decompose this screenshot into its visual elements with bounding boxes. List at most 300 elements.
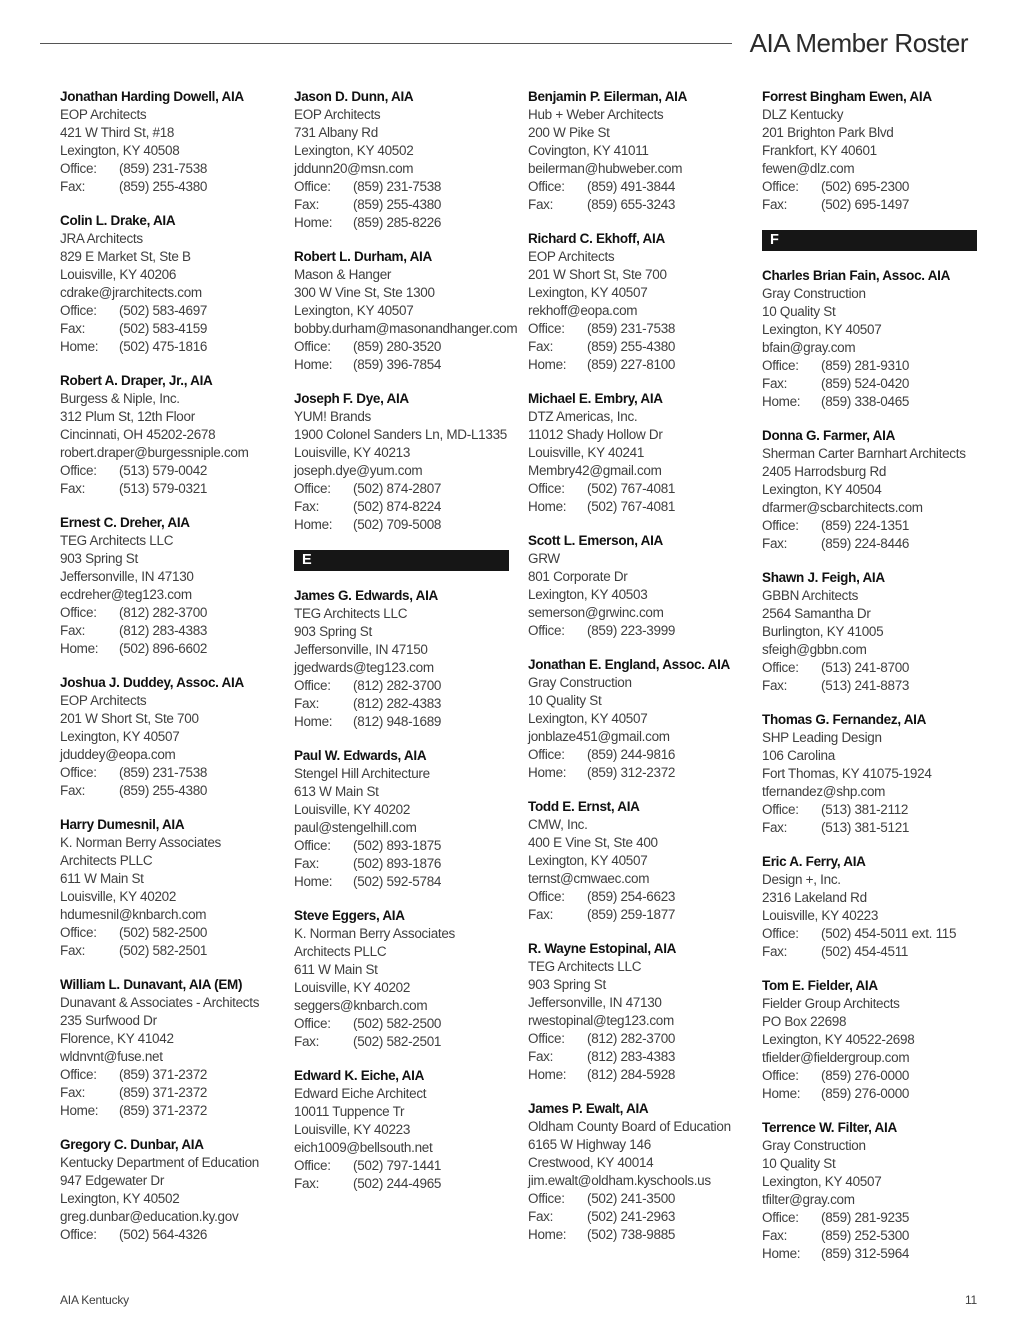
member-phone-row (528, 1190, 743, 1208)
phone-label: Home: (528, 357, 567, 372)
phone-number: (859) 371-2372 (119, 1103, 208, 1118)
member-phone-row (294, 1015, 509, 1033)
member-email: rekhoff@eopa.com (528, 303, 638, 318)
member-phone-row (60, 764, 275, 782)
member-phone-row (528, 178, 743, 196)
page-footer (60, 1293, 977, 1307)
member-name: Benjamin P. Eilerman, AIA (528, 89, 688, 104)
phone-label: Home: (60, 641, 99, 656)
letter-section-header (762, 230, 977, 251)
member-name: Robert L. Durham, AIA (294, 249, 432, 264)
member-phone-row (528, 1030, 743, 1048)
member-name: Colin L. Drake, AIA (60, 213, 176, 228)
member-address-line: Hub + Weber Architects (528, 107, 664, 122)
member-address-line: 400 E Vine St, Ste 400 (528, 835, 658, 850)
member-phone-row (762, 925, 977, 943)
phone-number: (859) 231-7538 (353, 179, 442, 194)
member-phone-row (528, 622, 743, 640)
member-phone-row (60, 178, 275, 196)
phone-number: (859) 312-5964 (821, 1246, 910, 1261)
member-entry (762, 427, 977, 553)
phone-label: Office: (528, 481, 565, 496)
member-entry (60, 1136, 275, 1244)
letter-section-label: F (770, 232, 779, 248)
phone-number: (859) 255-4380 (587, 339, 676, 354)
roster-column-2 (294, 88, 518, 1279)
member-entry (60, 976, 275, 1120)
phone-number: (502) 797-1441 (353, 1158, 442, 1173)
phone-number: (859) 255-4380 (119, 783, 208, 798)
phone-number: (502) 709-5008 (353, 517, 442, 532)
phone-number: (502) 738-9885 (587, 1227, 676, 1242)
member-address-line: Kentucky Department of Education (60, 1155, 260, 1170)
phone-number: (859) 259-1877 (587, 907, 676, 922)
phone-number: (859) 491-3844 (587, 179, 676, 194)
member-entry (528, 656, 743, 782)
member-phone-row (762, 659, 977, 677)
member-name: William L. Dunavant, AIA (EM) (60, 977, 243, 992)
phone-number: (502) 454-4511 (821, 944, 909, 959)
member-address-line: Burlington, KY 41005 (762, 624, 884, 639)
member-phone-row (294, 178, 509, 196)
member-address-line: Louisville, KY 40241 (528, 445, 645, 460)
member-address-line: GBBN Architects (762, 588, 859, 603)
member-phone-row (762, 677, 977, 695)
phone-number: (859) 371-2372 (119, 1067, 208, 1082)
member-name: Shawn J. Feigh, AIA (762, 570, 885, 585)
phone-label: Office: (528, 747, 565, 762)
phone-label: Office: (294, 1158, 331, 1173)
member-address-line: Louisville, KY 40213 (294, 445, 411, 460)
phone-number: (502) 244-4965 (353, 1176, 442, 1191)
phone-number: (513) 381-2112 (821, 802, 909, 817)
phone-number: (502) 241-3500 (587, 1191, 676, 1206)
member-entry (294, 747, 509, 891)
member-address-line: Architects PLLC (294, 944, 387, 959)
phone-label: Office: (60, 605, 97, 620)
phone-label: Office: (528, 1191, 565, 1206)
member-address-line: 10 Quality St (762, 1156, 836, 1171)
phone-label: Fax: (762, 536, 788, 551)
member-entry (528, 1100, 743, 1244)
member-address-line: 235 Surfwood Dr (60, 1013, 157, 1028)
member-address-line: Lexington, KY 40507 (60, 729, 180, 744)
footer-publication-label: AIA Kentucky (60, 1293, 129, 1307)
member-entry (60, 212, 275, 356)
member-address-line: Mason & Hanger (294, 267, 392, 282)
phone-label: Home: (294, 517, 333, 532)
member-email: seggers@knbarch.com (294, 998, 428, 1013)
member-name: Tom E. Fielder, AIA (762, 978, 878, 993)
member-address-line: JRA Architects (60, 231, 143, 246)
member-address-line: Dunavant & Associates - Architects (60, 995, 260, 1010)
member-entry (294, 390, 509, 534)
member-phone-row (294, 516, 509, 534)
member-address-line: K. Norman Berry Associates (60, 835, 222, 850)
phone-label: Fax: (762, 944, 788, 959)
phone-number: (502) 582-2501 (119, 943, 208, 958)
member-name: Richard C. Ekhoff, AIA (528, 231, 665, 246)
member-address-line: 201 W Short St, Ste 700 (60, 711, 199, 726)
member-address-line: 2405 Harrodsburg Rd (762, 464, 887, 479)
member-email: robert.draper@burgessniple.com (60, 445, 249, 460)
phone-number: (859) 371-2372 (119, 1085, 208, 1100)
member-address-line: Louisville, KY 40206 (60, 267, 177, 282)
member-phone-row (294, 837, 509, 855)
member-address-line: 801 Corporate Dr (528, 569, 628, 584)
member-address-line: Crestwood, KY 40014 (528, 1155, 654, 1170)
member-address-line: Louisville, KY 40202 (60, 889, 177, 904)
phone-number: (502) 454-5011 ext. 115 (821, 926, 957, 941)
member-email: rwestopinal@teg123.com (528, 1013, 674, 1028)
member-address-line: Lexington, KY 40507 (528, 711, 648, 726)
member-name: James P. Ewalt, AIA (528, 1101, 649, 1116)
phone-label: Fax: (60, 783, 86, 798)
member-entry (60, 514, 275, 658)
phone-number: (859) 276-0000 (821, 1086, 910, 1101)
phone-label: Fax: (294, 856, 320, 871)
phone-label: Office: (60, 1067, 97, 1082)
member-entry (762, 88, 977, 214)
member-address-line: 947 Edgewater Dr (60, 1173, 165, 1188)
phone-label: Office: (762, 179, 799, 194)
phone-label: Office: (528, 623, 565, 638)
member-address-line: EOP Architects (528, 249, 615, 264)
phone-label: Office: (60, 303, 97, 318)
phone-number: (502) 582-2500 (353, 1016, 442, 1031)
phone-number: (502) 592-5784 (353, 874, 442, 889)
member-phone-row (528, 1066, 743, 1084)
member-address-line: TEG Architects LLC (294, 606, 408, 621)
phone-number: (502) 767-4081 (587, 481, 676, 496)
phone-number: (812) 282-3700 (119, 605, 208, 620)
member-email: wldnvnt@fuse.net (60, 1049, 163, 1064)
phone-label: Office: (762, 802, 799, 817)
phone-label: Office: (294, 481, 331, 496)
phone-number: (812) 282-4383 (353, 696, 442, 711)
phone-number: (859) 276-0000 (821, 1068, 910, 1083)
member-email: paul@stengelhill.com (294, 820, 417, 835)
phone-label: Home: (294, 215, 333, 230)
phone-number: (502) 896-6602 (119, 641, 208, 656)
phone-number: (502) 893-1875 (353, 838, 442, 853)
member-email: jgedwards@teg123.com (294, 660, 434, 675)
phone-label: Office: (762, 1068, 799, 1083)
member-phone-row (762, 943, 977, 961)
member-address-line: PO Box 22698 (762, 1014, 847, 1029)
phone-number: (513) 241-8700 (821, 660, 910, 675)
member-email: sfeigh@gbbn.com (762, 642, 867, 657)
member-address-line: Architects PLLC (60, 853, 153, 868)
member-phone-row (762, 393, 977, 411)
phone-label: Office: (294, 838, 331, 853)
phone-label: Office: (60, 463, 97, 478)
member-email: fewen@dlz.com (762, 161, 855, 176)
member-entry (528, 940, 743, 1084)
phone-number: (859) 231-7538 (587, 321, 676, 336)
member-phone-row (294, 214, 509, 232)
member-address-line: K. Norman Berry Associates (294, 926, 456, 941)
member-address-line: Frankfort, KY 40601 (762, 143, 877, 158)
member-phone-row (294, 196, 509, 214)
phone-number: (859) 396-7854 (353, 357, 442, 372)
member-address-line: Gray Construction (762, 286, 866, 301)
member-phone-row (60, 782, 275, 800)
member-address-line: Louisville, KY 40202 (294, 980, 411, 995)
member-phone-row (762, 517, 977, 535)
phone-number: (859) 280-3520 (353, 339, 442, 354)
member-phone-row (60, 302, 275, 320)
member-email: jim.ewalt@oldham.kyschools.us (528, 1173, 711, 1188)
member-address-line: Sherman Carter Barnhart Architects (762, 446, 966, 461)
member-address-line: 611 W Main St (60, 871, 144, 886)
member-email: ecdreher@teg123.com (60, 587, 192, 602)
member-entry (762, 711, 977, 837)
phone-label: Office: (294, 678, 331, 693)
member-address-line: Louisville, KY 40223 (294, 1122, 411, 1137)
member-phone-row (60, 1084, 275, 1102)
member-email: bfain@gray.com (762, 340, 856, 355)
member-email: dfarmer@scbarchitects.com (762, 500, 923, 515)
member-address-line: 611 W Main St (294, 962, 378, 977)
phone-label: Home: (294, 874, 333, 889)
phone-label: Office: (762, 660, 799, 675)
phone-label: Office: (60, 1227, 97, 1242)
member-phone-row (528, 498, 743, 516)
member-phone-row (294, 498, 509, 516)
member-address-line: 11012 Shady Hollow Dr (528, 427, 663, 442)
phone-label: Office: (762, 518, 799, 533)
member-phone-row (528, 746, 743, 764)
member-name: Charles Brian Fain, Assoc. AIA (762, 268, 951, 283)
member-phone-row (762, 819, 977, 837)
member-name: Robert A. Draper, Jr., AIA (60, 373, 213, 388)
member-name: Scott L. Emerson, AIA (528, 533, 663, 548)
member-address-line: Louisville, KY 40223 (762, 908, 879, 923)
member-address-line: Lexington, KY 40507 (528, 285, 648, 300)
member-name: R. Wayne Estopinal, AIA (528, 941, 677, 956)
member-phone-row (60, 320, 275, 338)
phone-label: Office: (528, 321, 565, 336)
phone-label: Office: (294, 179, 331, 194)
member-name: Edward K. Eiche, AIA (294, 1068, 425, 1083)
member-address-line: Edward Eiche Architect (294, 1086, 427, 1101)
member-name: Forrest Bingham Ewen, AIA (762, 89, 932, 104)
phone-number: (859) 255-4380 (353, 197, 442, 212)
phone-number: (859) 255-4380 (119, 179, 208, 194)
member-phone-row (60, 1102, 275, 1120)
phone-number: (502) 582-2501 (353, 1034, 442, 1049)
member-address-line: TEG Architects LLC (60, 533, 174, 548)
phone-label: Home: (762, 394, 801, 409)
member-phone-row (528, 906, 743, 924)
phone-number: (859) 285-8226 (353, 215, 442, 230)
member-name: Eric A. Ferry, AIA (762, 854, 866, 869)
member-email: ternst@cmwaec.com (528, 871, 650, 886)
roster-column-3 (528, 88, 743, 1279)
member-name: Jonathan E. England, Assoc. AIA (528, 657, 730, 672)
phone-label: Home: (528, 765, 567, 780)
phone-label: Home: (762, 1246, 801, 1261)
member-address-line: 731 Albany Rd (294, 125, 378, 140)
phone-number: (859) 281-9310 (821, 358, 910, 373)
member-address-line: Stengel Hill Architecture (294, 766, 430, 781)
member-name: Harry Dumesnil, AIA (60, 817, 185, 832)
phone-number: (502) 583-4697 (119, 303, 208, 318)
member-phone-row (60, 924, 275, 942)
phone-number: (859) 312-2372 (587, 765, 676, 780)
member-address-line: 10011 Tuppence Tr (294, 1104, 405, 1119)
member-entry (294, 587, 509, 731)
phone-label: Home: (762, 1086, 801, 1101)
member-phone-row (294, 338, 509, 356)
member-address-line: Fielder Group Architects (762, 996, 900, 1011)
member-name: Thomas G. Fernandez, AIA (762, 712, 927, 727)
phone-number: (859) 524-0420 (821, 376, 910, 391)
member-address-line: 2564 Samantha Dr (762, 606, 871, 621)
member-address-line: YUM! Brands (294, 409, 371, 424)
phone-number: (859) 231-7538 (119, 161, 208, 176)
member-phone-row (762, 535, 977, 553)
member-address-line: 613 W Main St (294, 784, 379, 799)
member-name: Terrence W. Filter, AIA (762, 1120, 897, 1135)
phone-label: Office: (294, 339, 331, 354)
member-name: Joseph F. Dye, AIA (294, 391, 409, 406)
phone-label: Fax: (294, 499, 320, 514)
member-entry (60, 674, 275, 800)
member-phone-row (762, 1245, 977, 1263)
member-phone-row (762, 375, 977, 393)
member-phone-row (294, 695, 509, 713)
member-name: Steve Eggers, AIA (294, 908, 405, 923)
member-email: greg.dunbar@education.ky.gov (60, 1209, 239, 1224)
phone-number: (812) 948-1689 (353, 714, 442, 729)
member-entry (762, 1119, 977, 1263)
member-phone-row (528, 320, 743, 338)
phone-number: (859) 224-1351 (821, 518, 910, 533)
phone-number: (502) 695-1497 (821, 197, 910, 212)
member-address-line: 2316 Lakeland Rd (762, 890, 867, 905)
member-address-line: 312 Plum St, 12th Floor (60, 409, 195, 424)
phone-number: (502) 874-2807 (353, 481, 442, 496)
member-entry (762, 853, 977, 961)
member-phone-row (528, 196, 743, 214)
member-email: cdrake@jrarchitects.com (60, 285, 202, 300)
member-entry (294, 1067, 509, 1193)
phone-label: Fax: (528, 1049, 554, 1064)
member-email: jonblaze451@gmail.com (528, 729, 670, 744)
member-phone-row (528, 356, 743, 374)
phone-label: Fax: (60, 321, 86, 336)
member-phone-row (60, 1066, 275, 1084)
member-address-line: CMW, Inc. (528, 817, 588, 832)
member-address-line: 10 Quality St (762, 304, 836, 319)
member-name: Michael E. Embry, AIA (528, 391, 663, 406)
phone-label: Office: (528, 179, 565, 194)
member-address-line: TEG Architects LLC (528, 959, 642, 974)
member-name: Gregory C. Dunbar, AIA (60, 1137, 204, 1152)
member-address-line: Jeffersonville, IN 47130 (528, 995, 662, 1010)
phone-number: (859) 223-3999 (587, 623, 676, 638)
member-address-line: 903 Spring St (60, 551, 138, 566)
phone-label: Home: (60, 339, 99, 354)
phone-number: (859) 231-7538 (119, 765, 208, 780)
member-phone-row (762, 1085, 977, 1103)
member-address-line: DTZ Americas, Inc. (528, 409, 638, 424)
member-address-line: Gray Construction (762, 1138, 866, 1153)
member-entry (528, 88, 743, 214)
member-phone-row (294, 356, 509, 374)
member-name: Jason D. Dunn, AIA (294, 89, 414, 104)
member-address-line: 106 Carolina (762, 748, 835, 763)
phone-label: Fax: (762, 376, 788, 391)
member-entry (60, 816, 275, 960)
phone-label: Home: (294, 357, 333, 372)
phone-label: Fax: (762, 820, 788, 835)
phone-label: Fax: (60, 1085, 86, 1100)
phone-number: (812) 283-4383 (587, 1049, 676, 1064)
member-name: Todd E. Ernst, AIA (528, 799, 640, 814)
member-name: Joshua J. Duddey, Assoc. AIA (60, 675, 244, 690)
phone-label: Fax: (528, 339, 554, 354)
member-address-line: GRW (528, 551, 560, 566)
member-address-line: Design +, Inc. (762, 872, 841, 887)
phone-number: (502) 564-4326 (119, 1227, 208, 1242)
member-address-line: Covington, KY 41011 (528, 143, 649, 158)
member-phone-row (528, 764, 743, 782)
phone-label: Fax: (528, 1209, 554, 1224)
member-phone-row (762, 801, 977, 819)
phone-number: (502) 767-4081 (587, 499, 676, 514)
member-phone-row (60, 1226, 275, 1244)
member-address-line: Jeffersonville, IN 47150 (294, 642, 428, 657)
member-address-line: Lexington, KY 40507 (528, 853, 648, 868)
letter-section-header (294, 550, 509, 571)
member-name: Ernest C. Dreher, AIA (60, 515, 190, 530)
member-name: Donna G. Farmer, AIA (762, 428, 896, 443)
phone-label: Fax: (528, 197, 554, 212)
member-entry (294, 907, 509, 1051)
phone-label: Fax: (60, 623, 86, 638)
member-phone-row (762, 357, 977, 375)
member-phone-row (294, 713, 509, 731)
member-address-line: Lexington, KY 40502 (60, 1191, 180, 1206)
member-entry (60, 372, 275, 498)
phone-number: (502) 582-2500 (119, 925, 208, 940)
member-phone-row (528, 1226, 743, 1244)
member-email: tfilter@gray.com (762, 1192, 855, 1207)
roster-columns (60, 88, 977, 1279)
member-phone-row (762, 178, 977, 196)
member-address-line: EOP Architects (60, 107, 147, 122)
phone-number: (859) 281-9235 (821, 1210, 910, 1225)
member-phone-row (294, 855, 509, 873)
member-address-line: 1900 Colonel Sanders Ln, MD-L1335 (294, 427, 507, 442)
member-phone-row (294, 873, 509, 891)
member-address-line: 903 Spring St (294, 624, 372, 639)
letter-section-label: E (302, 552, 312, 568)
member-phone-row (762, 196, 977, 214)
member-phone-row (528, 1048, 743, 1066)
phone-number: (502) 874-8224 (353, 499, 442, 514)
phone-label: Office: (528, 889, 565, 904)
member-name: Paul W. Edwards, AIA (294, 748, 427, 763)
phone-label: Office: (762, 926, 799, 941)
member-entry (294, 248, 518, 374)
member-email: semerson@grwinc.com (528, 605, 664, 620)
phone-label: Fax: (762, 1228, 788, 1243)
member-entry (762, 569, 977, 695)
